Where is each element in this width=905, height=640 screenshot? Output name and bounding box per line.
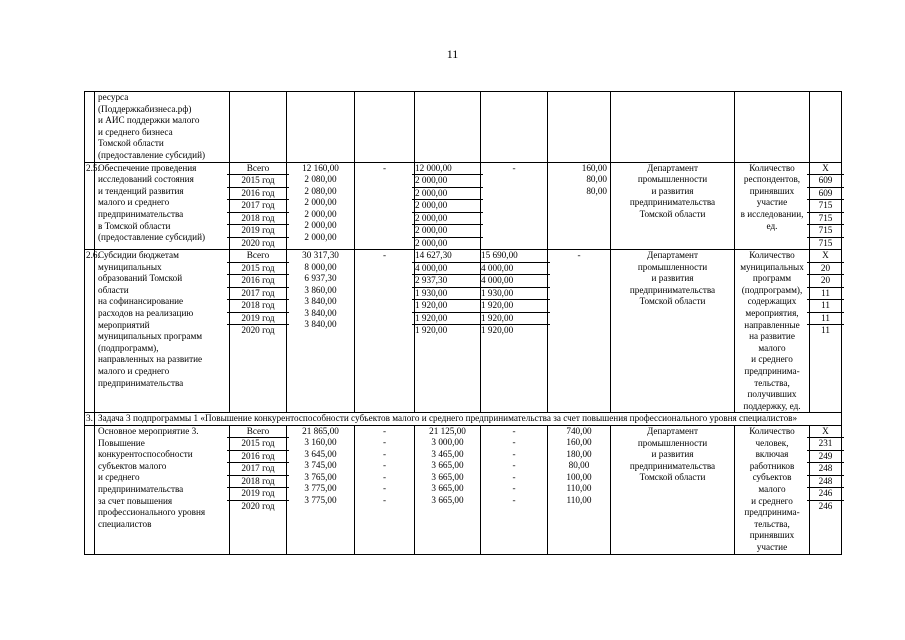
row-number: 3. bbox=[85, 413, 95, 426]
value-line: 3 665,00 bbox=[431, 483, 464, 494]
value-line: - bbox=[382, 460, 387, 471]
event-name-cell: Обеспечение проведения исследований состояния и тенденций развития малого и среднего предпринимательства в Томской области (предоставление субсидий) bbox=[95, 162, 230, 250]
value-line: 3 665,00 bbox=[431, 494, 464, 505]
value-line: 20 bbox=[807, 275, 844, 288]
num-cell bbox=[85, 425, 95, 554]
value-line: 1 920,00 bbox=[478, 313, 550, 326]
total-cell bbox=[287, 250, 355, 413]
value-line: 2020 год bbox=[241, 325, 275, 336]
value-line: 715 bbox=[807, 200, 844, 213]
value-line: 2 000,00 bbox=[304, 208, 337, 219]
value-line: 110,00 bbox=[566, 483, 592, 494]
value-line: 80,00 bbox=[568, 460, 590, 471]
executor-cell: Департамент промышленности и развития предпринимательства Томской области bbox=[611, 425, 735, 554]
value-line: 2 000,00 bbox=[412, 200, 483, 213]
value-line: 715 bbox=[807, 213, 844, 226]
value-line: 2016 год bbox=[227, 275, 289, 288]
table-row-3-main bbox=[85, 425, 842, 554]
value-line: 2015 год bbox=[227, 438, 289, 451]
regional-cell bbox=[415, 425, 481, 554]
indicator-values-cell bbox=[810, 425, 842, 554]
value-line: 11 bbox=[807, 300, 844, 313]
value-line: 3 765,00 bbox=[304, 471, 337, 482]
value-line: 248 bbox=[807, 476, 844, 489]
value-line: 2 937,30 bbox=[412, 275, 483, 288]
value-line: 11 bbox=[821, 325, 830, 336]
value-line: 3 840,00 bbox=[304, 307, 337, 318]
value-line: 2 000,00 bbox=[412, 213, 483, 226]
value-line: Х bbox=[807, 426, 844, 439]
value-line: 2016 год bbox=[227, 188, 289, 201]
value-line: 2 000,00 bbox=[415, 237, 448, 248]
value-line: 609 bbox=[807, 175, 844, 188]
executor-cell: Департамент промышленности и развития предпринимательства Томской области bbox=[611, 162, 735, 250]
value-line: 2016 год bbox=[227, 451, 289, 464]
value-line: - bbox=[512, 162, 516, 173]
value-line: 2 000,00 bbox=[412, 225, 483, 238]
value-line bbox=[355, 209, 414, 221]
regional-cell bbox=[415, 162, 481, 250]
value-line: 8 000,00 bbox=[304, 261, 337, 272]
value-line: 2 000,00 bbox=[412, 188, 483, 201]
num-cell bbox=[85, 92, 95, 163]
value-line: - bbox=[382, 448, 387, 459]
value-line: 180,00 bbox=[566, 448, 592, 459]
task-heading: Задача 3 подпрограммы 1 «Повышение конкурентоспособности субъектов малого и среднего предпринимательства за счет повышения профессионального уровня специалистов» bbox=[95, 413, 842, 426]
value-line: 21 125,00 bbox=[429, 425, 466, 436]
value-line: 12 160,00 bbox=[302, 162, 339, 173]
value-line bbox=[548, 209, 610, 221]
value-line: 2018 год bbox=[227, 300, 289, 313]
value-line: 1 920,00 bbox=[412, 313, 483, 326]
value-line: 2 000,00 bbox=[412, 175, 483, 188]
value-line: 2018 год bbox=[227, 213, 289, 226]
value-line: 2 000,00 bbox=[304, 197, 337, 208]
value-line: 3 745,00 bbox=[304, 460, 337, 471]
value-line: 1 920,00 bbox=[481, 325, 514, 336]
table-row-2-5 bbox=[85, 162, 842, 250]
value-line: 80,00 bbox=[586, 174, 607, 185]
value-line: 3 000,00 bbox=[431, 437, 464, 448]
indicator-cell: Количество муниципальных программ (подпрограмм), содержащих мероприятия, направленные на развитие малого и среднего предпринима- тельства, получивших поддержку, ед. bbox=[735, 250, 810, 413]
value-line bbox=[481, 209, 547, 221]
value-line: - bbox=[382, 250, 387, 261]
value-line bbox=[481, 186, 547, 198]
value-line: 2017 год bbox=[227, 288, 289, 301]
local-cell bbox=[481, 250, 548, 413]
value-line: 609 bbox=[807, 188, 844, 201]
extrabudget-cell bbox=[548, 162, 611, 250]
value-line bbox=[355, 296, 414, 308]
value-line: 248 bbox=[807, 463, 844, 476]
value-line: 14 627,30 bbox=[412, 250, 483, 263]
event-name-cell: Основное мероприятие 3. Повышение конкурентоспособности субъектов малого и среднего предпринимательства за счет повышения профессионального уровня специалистов bbox=[95, 425, 230, 554]
value-line: 3 665,00 bbox=[431, 471, 464, 482]
value-line bbox=[355, 262, 414, 274]
value-line: 1 920,00 bbox=[478, 300, 550, 313]
local-cell bbox=[481, 425, 548, 554]
value-line: Х bbox=[807, 163, 844, 176]
value-line: 3 860,00 bbox=[304, 284, 337, 295]
value-line: 2 080,00 bbox=[304, 185, 337, 196]
executor-cell: Департамент промышленности и развития предпринимательства Томской области bbox=[611, 250, 735, 413]
value-line: 160,00 bbox=[566, 437, 592, 448]
budget-table bbox=[84, 91, 842, 555]
years-cell bbox=[230, 250, 287, 413]
federal-cell bbox=[355, 425, 415, 554]
value-line: 110,00 bbox=[566, 494, 592, 505]
value-line: - bbox=[382, 437, 387, 448]
value-line: - bbox=[512, 460, 516, 471]
federal-cell bbox=[355, 162, 415, 250]
value-line: 1 930,00 bbox=[478, 288, 550, 301]
years-cell bbox=[230, 425, 287, 554]
value-line: 231 bbox=[807, 438, 844, 451]
value-line bbox=[355, 220, 414, 232]
value-line bbox=[548, 262, 610, 274]
value-line: 15 690,00 bbox=[478, 250, 550, 263]
value-line: 246 bbox=[807, 488, 844, 501]
value-line: 30 317,30 bbox=[302, 250, 339, 261]
value-line: 740,00 bbox=[566, 425, 592, 436]
value-line: 11 bbox=[807, 288, 844, 301]
value-line bbox=[548, 197, 610, 209]
indicator-values-cell bbox=[810, 162, 842, 250]
value-line: 12 000,00 bbox=[412, 163, 483, 176]
value-line bbox=[481, 174, 547, 186]
value-line: 1 930,00 bbox=[412, 288, 483, 301]
extrabudget-cell bbox=[548, 250, 611, 413]
row-number: 2.5. bbox=[85, 162, 95, 250]
value-line: Х bbox=[807, 250, 844, 263]
value-line: 3 775,00 bbox=[304, 494, 337, 505]
value-line: 20 bbox=[807, 263, 844, 276]
value-line: 11 bbox=[807, 313, 844, 326]
value-line: 2017 год bbox=[227, 463, 289, 476]
value-line bbox=[548, 220, 610, 232]
regional-cell bbox=[415, 250, 481, 413]
indicator-values-cell bbox=[810, 250, 842, 413]
value-line: 1 920,00 bbox=[412, 300, 483, 313]
value-line bbox=[548, 285, 610, 297]
value-line bbox=[481, 197, 547, 209]
value-line: 3 160,00 bbox=[304, 437, 337, 448]
value-line bbox=[355, 308, 414, 320]
value-line: 2 000,00 bbox=[304, 220, 337, 231]
value-line: - bbox=[512, 425, 516, 436]
value-line: - bbox=[512, 494, 516, 505]
value-line: 715 bbox=[818, 237, 833, 248]
value-line: - bbox=[512, 448, 516, 459]
value-line: 3 840,00 bbox=[304, 296, 337, 307]
value-line: - bbox=[382, 162, 387, 173]
value-line: 80,00 bbox=[586, 185, 607, 196]
value-line: 100,00 bbox=[566, 471, 592, 482]
event-name-cell: ресурса (Поддержкабизнеса.рф) и АИС поддержки малого и среднего бизнеса Томской области (предоставление субсидий) bbox=[95, 92, 230, 163]
value-line: - bbox=[382, 471, 387, 482]
value-line bbox=[355, 285, 414, 297]
value-line: - bbox=[577, 250, 581, 261]
value-line: 3 840,00 bbox=[304, 319, 337, 330]
value-line: 1 920,00 bbox=[415, 325, 448, 336]
local-cell bbox=[481, 162, 548, 250]
value-line: Всего bbox=[227, 250, 289, 263]
value-line: 2017 год bbox=[227, 200, 289, 213]
value-line: 4 000,00 bbox=[478, 263, 550, 276]
value-line: 2019 год bbox=[227, 313, 289, 326]
value-line: - bbox=[382, 494, 387, 505]
value-line: - bbox=[512, 471, 516, 482]
value-line bbox=[355, 197, 414, 209]
value-line: 715 bbox=[807, 225, 844, 238]
value-line bbox=[355, 174, 414, 186]
table-row-2-6 bbox=[85, 250, 842, 413]
value-line bbox=[548, 232, 610, 244]
indicator-cell: Количество человек, включая работников субъектов малого и среднего предпринима- тельства, принявших участие bbox=[735, 425, 810, 554]
value-line bbox=[355, 273, 414, 285]
value-line: 2015 год bbox=[227, 263, 289, 276]
table-row-task-3 bbox=[85, 413, 842, 426]
value-line bbox=[355, 319, 414, 331]
value-line bbox=[355, 186, 414, 198]
value-line: 3 665,00 bbox=[431, 460, 464, 471]
value-line: 160,00 bbox=[581, 162, 607, 173]
value-line: 2019 год bbox=[227, 488, 289, 501]
value-line: 2 080,00 bbox=[304, 174, 337, 185]
value-line: 21 865,00 bbox=[302, 425, 339, 436]
page-number: 11 bbox=[446, 47, 459, 61]
row-number: 2.6. bbox=[85, 250, 95, 413]
value-line bbox=[548, 296, 610, 308]
extrabudget-cell bbox=[548, 425, 611, 554]
indicator-cell: Количество респондентов, принявших участие в исследовании, ед. bbox=[735, 162, 810, 250]
value-line: 6 937,30 bbox=[304, 273, 337, 284]
value-line: 2020 год bbox=[241, 237, 275, 248]
value-line: 2018 год bbox=[227, 476, 289, 489]
value-line: 3 465,00 bbox=[431, 448, 464, 459]
federal-cell bbox=[355, 250, 415, 413]
value-line: - bbox=[512, 483, 516, 494]
value-line: 3 775,00 bbox=[304, 483, 337, 494]
value-line: Всего bbox=[227, 163, 289, 176]
value-line bbox=[481, 232, 547, 244]
value-line: - bbox=[512, 437, 516, 448]
value-line bbox=[355, 232, 414, 244]
value-line: - bbox=[382, 425, 387, 436]
value-line: - bbox=[382, 483, 387, 494]
value-line bbox=[481, 220, 547, 232]
total-cell bbox=[287, 162, 355, 250]
value-line: 2019 год bbox=[227, 225, 289, 238]
value-line: 2015 год bbox=[227, 175, 289, 188]
value-line: 4 000,00 bbox=[412, 263, 483, 276]
value-line bbox=[548, 273, 610, 285]
value-line bbox=[548, 308, 610, 320]
value-line: 3 645,00 bbox=[304, 448, 337, 459]
value-line: 2 000,00 bbox=[304, 231, 337, 242]
value-line bbox=[548, 319, 610, 331]
table-row-continuation bbox=[85, 92, 842, 163]
event-name-cell: Субсидии бюджетам муниципальных образований Томской области на софинансирование расходов на реализацию мероприятий муниципальных программ (подпрограмм), направленных на развитие малого и среднего предпринимательства bbox=[95, 250, 230, 413]
value-line: 2020 год bbox=[241, 500, 275, 511]
years-cell bbox=[230, 162, 287, 250]
total-cell bbox=[287, 425, 355, 554]
value-line: 246 bbox=[818, 500, 833, 511]
value-line: Всего bbox=[227, 426, 289, 439]
value-line: 4 000,00 bbox=[478, 275, 550, 288]
value-line: 249 bbox=[807, 451, 844, 464]
